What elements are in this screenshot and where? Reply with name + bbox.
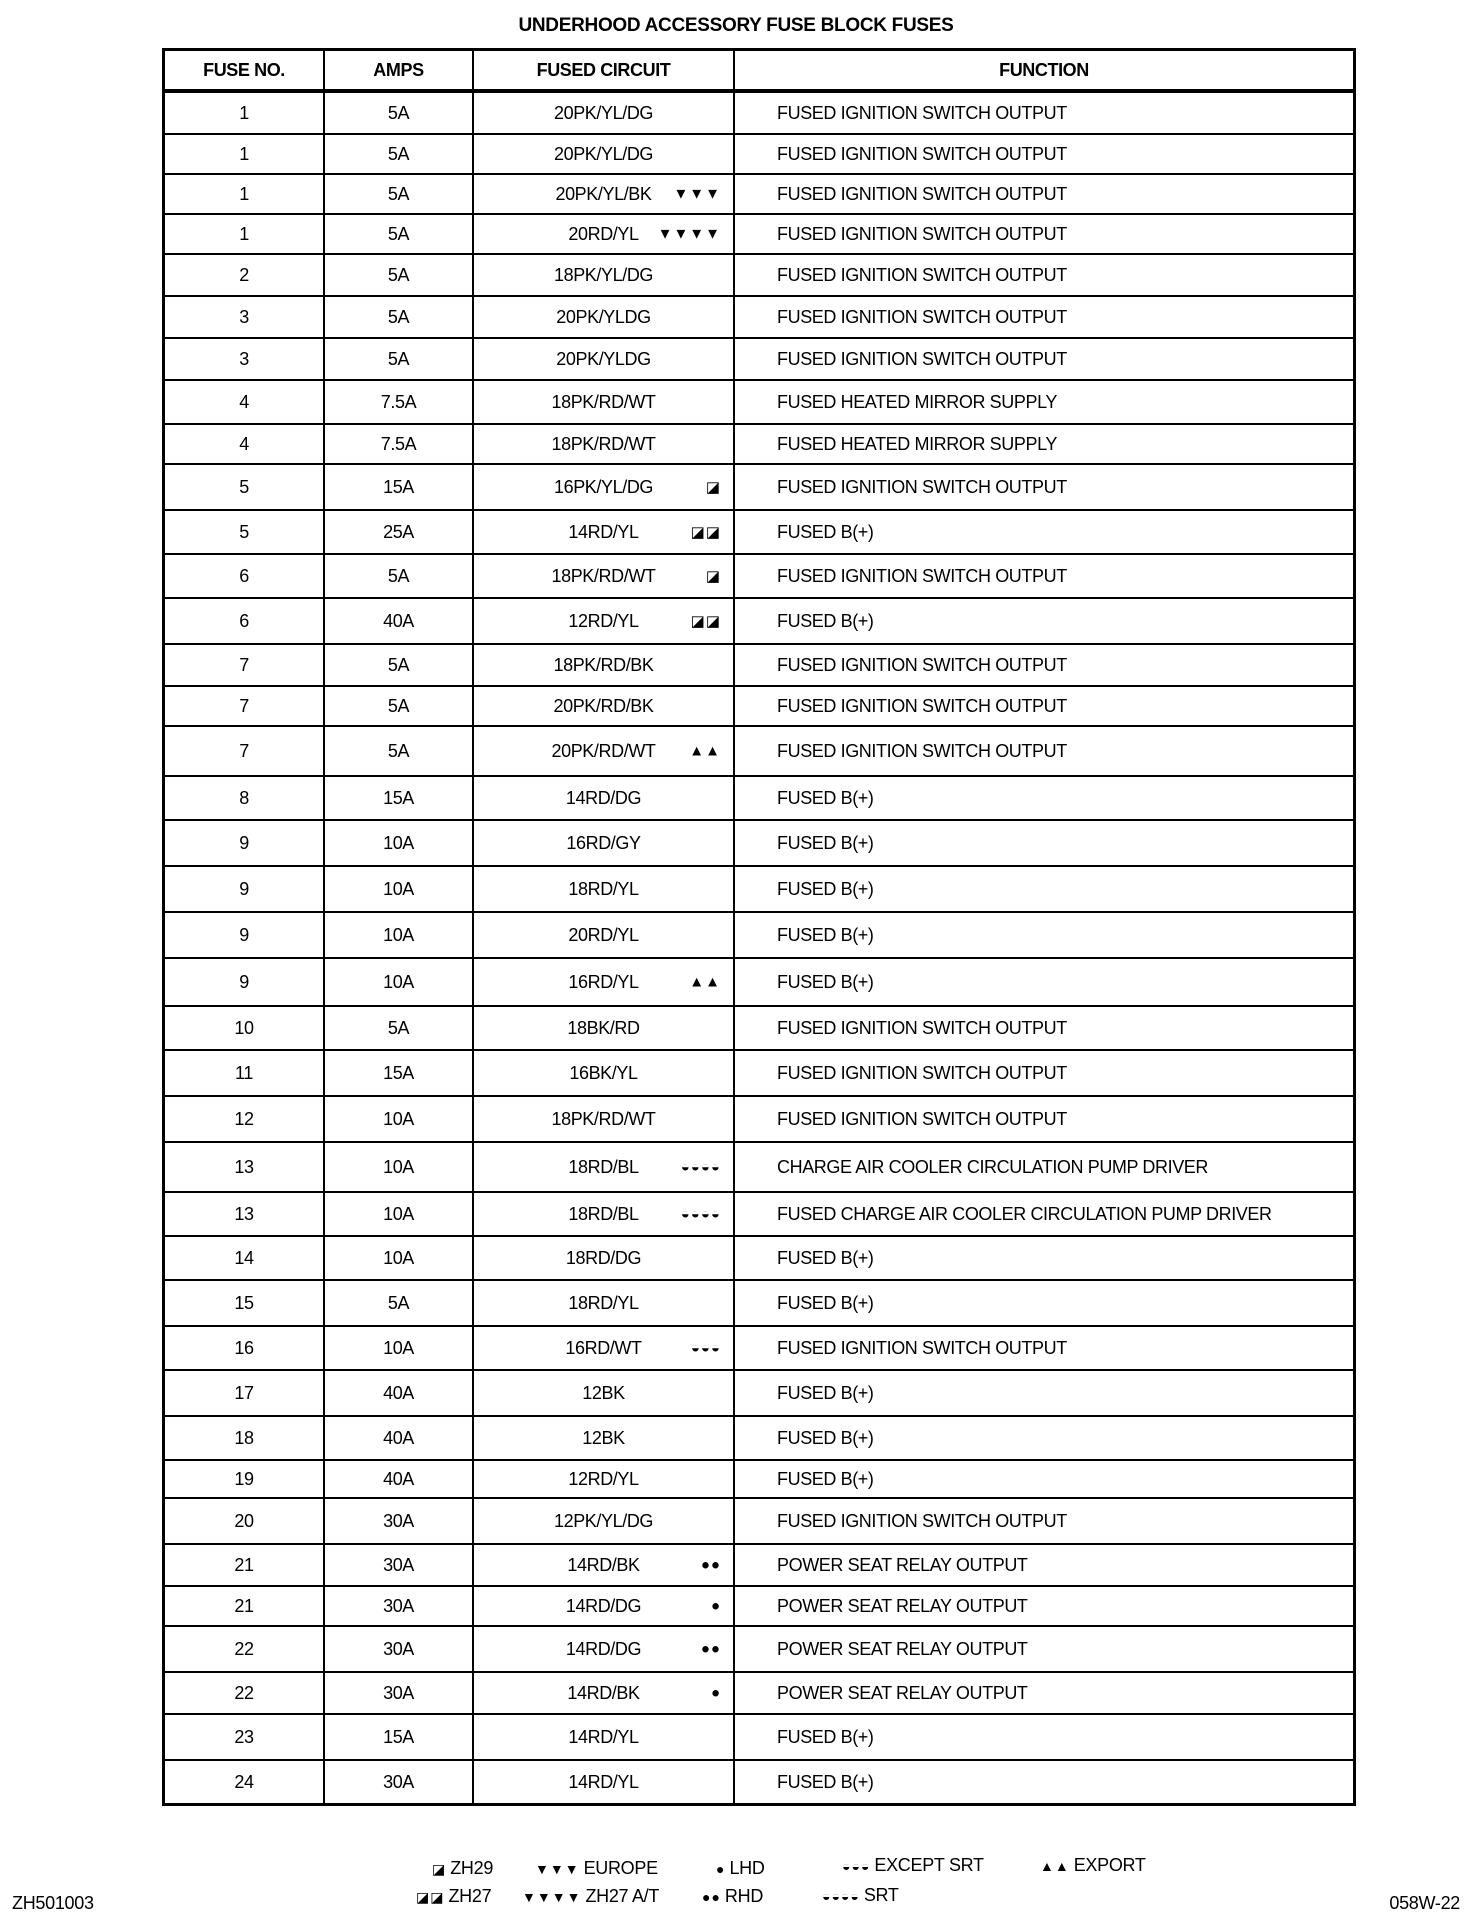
function-cell: FUSED HEATED MIRROR SUPPLY xyxy=(777,391,1057,412)
legend-symbol: ◒◒◒◒ xyxy=(822,1888,860,1904)
table-row xyxy=(165,379,1353,423)
function-cell: FUSED IGNITION SWITCH OUTPUT xyxy=(777,264,1067,285)
circuit-code: 12BK xyxy=(582,1427,625,1448)
table-row xyxy=(165,597,1353,643)
function-cell: FUSED B(+) xyxy=(777,1726,874,1747)
fuse-number-cell: 7 xyxy=(165,727,325,775)
legend-label: LHD xyxy=(729,1858,765,1878)
fuse-number-cell: 19 xyxy=(165,1461,325,1497)
fused-circuit-cell xyxy=(474,381,735,423)
amps-cell: 40A xyxy=(325,1371,474,1415)
fuse-number-cell: 1 xyxy=(165,175,325,213)
fused-circuit-cell xyxy=(474,1627,735,1671)
function-cell: FUSED B(+) xyxy=(777,610,874,631)
figure-code-right: 058W-22 xyxy=(1389,1893,1460,1913)
circuit-code: 14RD/BK xyxy=(567,1682,640,1703)
table-row xyxy=(165,337,1353,379)
amps-cell: 5A xyxy=(325,297,474,337)
table-row xyxy=(165,253,1353,295)
fuse-number-cell: 9 xyxy=(165,959,325,1005)
legend-item-europe xyxy=(535,1858,658,1879)
legend-symbol: ▼▼▼ xyxy=(535,1861,580,1877)
table-row xyxy=(165,1497,1353,1543)
fuse-number-cell: 6 xyxy=(165,555,325,597)
table-row xyxy=(165,1625,1353,1671)
legend-label: EXCEPT SRT xyxy=(874,1855,984,1875)
circuit-code: 18BK/RD xyxy=(567,1017,640,1038)
amps-cell: 10A xyxy=(325,1237,474,1279)
table-row xyxy=(165,173,1353,213)
fused-circuit-cell xyxy=(474,1673,735,1713)
amps-cell: 10A xyxy=(325,913,474,957)
fused-circuit-cell xyxy=(474,1237,735,1279)
function-cell: FUSED IGNITION SWITCH OUTPUT xyxy=(777,306,1067,327)
fused-circuit-cell xyxy=(474,913,735,957)
variant-symbol: ▼▼▼▼ xyxy=(657,225,721,243)
table-row xyxy=(165,775,1353,819)
fuse-number-cell: 11 xyxy=(165,1051,325,1095)
fuse-number-cell: 22 xyxy=(165,1673,325,1713)
function-cell: POWER SEAT RELAY OUTPUT xyxy=(777,1595,1028,1616)
table-row xyxy=(165,1543,1353,1585)
fuse-number-cell: 15 xyxy=(165,1281,325,1325)
fuse-number-cell: 1 xyxy=(165,135,325,173)
fuse-number-cell: 7 xyxy=(165,645,325,685)
table-header-row xyxy=(165,51,1353,91)
table-row xyxy=(165,957,1353,1005)
legend-label: RHD xyxy=(724,1886,764,1906)
circuit-code: 20PK/YLDG xyxy=(556,306,651,327)
fuse-number-cell: 21 xyxy=(165,1545,325,1585)
circuit-code: 14RD/YL xyxy=(568,521,639,542)
amps-cell: 7.5A xyxy=(325,425,474,463)
fused-circuit-cell xyxy=(474,1327,735,1369)
circuit-code: 18PK/RD/WT xyxy=(551,1108,656,1129)
table-row xyxy=(165,553,1353,597)
table-row xyxy=(165,1141,1353,1191)
amps-cell: 10A xyxy=(325,1193,474,1235)
function-cell: FUSED IGNITION SWITCH OUTPUT xyxy=(777,102,1067,123)
table-row xyxy=(165,1585,1353,1625)
circuit-code: 16RD/GY xyxy=(566,832,641,853)
fuse-number-cell: 6 xyxy=(165,599,325,643)
fused-circuit-cell xyxy=(474,465,735,509)
table-row xyxy=(165,133,1353,173)
table-row xyxy=(165,1279,1353,1325)
amps-cell: 5A xyxy=(325,687,474,725)
function-cell: FUSED B(+) xyxy=(777,787,874,808)
amps-cell: 25A xyxy=(325,511,474,553)
function-cell: FUSED B(+) xyxy=(777,1247,874,1268)
legend-item-rhd xyxy=(702,1886,763,1907)
circuit-code: 14RD/DG xyxy=(565,1638,642,1659)
fused-circuit-cell xyxy=(474,339,735,379)
fused-circuit-cell xyxy=(474,555,735,597)
legend-label: ZH29 xyxy=(450,1858,494,1878)
amps-cell: 30A xyxy=(325,1499,474,1543)
variant-symbol: ●● xyxy=(700,1556,721,1574)
header-amps: AMPS xyxy=(325,51,474,89)
legend-symbol: ▲▲ xyxy=(1040,1858,1070,1874)
function-cell: FUSED B(+) xyxy=(777,924,874,945)
header-function: FUNCTION xyxy=(999,59,1089,80)
amps-cell: 15A xyxy=(325,1715,474,1759)
circuit-code: 16PK/YL/DG xyxy=(553,476,654,497)
function-cell: FUSED IGNITION SWITCH OUTPUT xyxy=(777,183,1067,204)
amps-cell: 5A xyxy=(325,175,474,213)
header-fused-circuit: FUSED CIRCUIT xyxy=(474,51,735,89)
fused-circuit-cell xyxy=(474,175,735,213)
amps-cell: 10A xyxy=(325,1143,474,1191)
fuse-number-cell: 18 xyxy=(165,1417,325,1459)
fused-circuit-cell xyxy=(474,867,735,911)
table-row xyxy=(165,643,1353,685)
legend-symbol: ◒◒◒ xyxy=(842,1858,871,1874)
circuit-code: 16RD/YL xyxy=(568,971,639,992)
fused-circuit-cell xyxy=(474,1715,735,1759)
function-cell: FUSED IGNITION SWITCH OUTPUT xyxy=(777,348,1067,369)
amps-cell: 5A xyxy=(325,339,474,379)
fused-circuit-cell xyxy=(474,821,735,865)
variant-symbol: ● xyxy=(710,1597,721,1615)
circuit-code: 12RD/YL xyxy=(568,610,639,631)
table-row xyxy=(165,1713,1353,1759)
function-cell: POWER SEAT RELAY OUTPUT xyxy=(777,1682,1028,1703)
fuse-number-cell: 8 xyxy=(165,777,325,819)
function-cell: FUSED IGNITION SWITCH OUTPUT xyxy=(777,565,1067,586)
amps-cell: 10A xyxy=(325,867,474,911)
figure-code-left: ZH501003 xyxy=(12,1893,94,1913)
fuse-number-cell: 1 xyxy=(165,93,325,133)
fused-circuit-cell xyxy=(474,777,735,819)
legend-item-zh27 xyxy=(416,1886,491,1907)
function-cell: FUSED IGNITION SWITCH OUTPUT xyxy=(777,1510,1067,1531)
circuit-code: 18RD/DG xyxy=(565,1247,642,1268)
circuit-code: 16BK/YL xyxy=(569,1062,638,1083)
function-cell: CHARGE AIR COOLER CIRCULATION PUMP DRIVER xyxy=(777,1156,1209,1177)
legend-item-except-srt xyxy=(842,1855,984,1876)
legend-label: SRT xyxy=(863,1885,899,1905)
fuse-number-cell: 9 xyxy=(165,913,325,957)
table-row xyxy=(165,1369,1353,1415)
amps-cell: 15A xyxy=(325,777,474,819)
table-row xyxy=(165,1049,1353,1095)
legend-label: EUROPE xyxy=(583,1858,658,1878)
fused-circuit-cell xyxy=(474,1417,735,1459)
fuse-number-cell: 7 xyxy=(165,687,325,725)
function-cell: FUSED IGNITION SWITCH OUTPUT xyxy=(777,695,1067,716)
table-row xyxy=(165,1191,1353,1235)
variant-symbol: ▲▲ xyxy=(689,973,721,991)
fused-circuit-cell xyxy=(474,1545,735,1585)
amps-cell: 15A xyxy=(325,465,474,509)
legend-symbol: ▼▼▼▼ xyxy=(522,1889,582,1905)
table-row xyxy=(165,819,1353,865)
table-body xyxy=(165,91,1353,1803)
header-fuse-no: FUSE NO. xyxy=(165,51,325,89)
fused-circuit-cell xyxy=(474,1499,735,1543)
legend-symbol: ◪ xyxy=(432,1861,447,1877)
circuit-code: 14RD/YL xyxy=(568,1771,639,1792)
circuit-code: 14RD/YL xyxy=(568,1726,639,1747)
function-cell: FUSED B(+) xyxy=(777,971,874,992)
function-cell: FUSED B(+) xyxy=(777,1771,874,1792)
function-cell: FUSED IGNITION SWITCH OUTPUT xyxy=(777,654,1067,675)
variant-symbol: ▲▲ xyxy=(689,742,721,760)
function-cell: FUSED CHARGE AIR COOLER CIRCULATION PUMP DRIVER xyxy=(777,1203,1272,1224)
amps-cell: 15A xyxy=(325,1051,474,1095)
fuse-number-cell: 12 xyxy=(165,1097,325,1141)
function-cell: FUSED B(+) xyxy=(777,1382,874,1403)
circuit-code: 18PK/RD/WT xyxy=(551,433,656,454)
fused-circuit-cell xyxy=(474,1371,735,1415)
table-row xyxy=(165,1459,1353,1497)
fused-circuit-cell xyxy=(474,1097,735,1141)
circuit-code: 18PK/RD/WT xyxy=(551,391,656,412)
circuit-code: 16RD/WT xyxy=(565,1337,642,1358)
function-cell: FUSED IGNITION SWITCH OUTPUT xyxy=(777,143,1067,164)
circuit-code: 18RD/BL xyxy=(568,1156,639,1177)
table-row xyxy=(165,509,1353,553)
amps-cell: 30A xyxy=(325,1627,474,1671)
circuit-code: 18PK/YL/DG xyxy=(553,264,654,285)
fuse-number-cell: 17 xyxy=(165,1371,325,1415)
circuit-code: 14RD/DG xyxy=(565,787,642,808)
amps-cell: 40A xyxy=(325,1417,474,1459)
legend-item-srt xyxy=(822,1885,899,1906)
amps-cell: 5A xyxy=(325,93,474,133)
fuse-number-cell: 1 xyxy=(165,215,325,253)
legend-symbol: ●● xyxy=(702,1889,721,1905)
fused-circuit-cell xyxy=(474,1461,735,1497)
function-cell: POWER SEAT RELAY OUTPUT xyxy=(777,1554,1028,1575)
amps-cell: 5A xyxy=(325,645,474,685)
legend-symbol: ● xyxy=(716,1861,726,1877)
table-row xyxy=(165,1759,1353,1803)
fuse-number-cell: 2 xyxy=(165,255,325,295)
fused-circuit-cell xyxy=(474,1281,735,1325)
fused-circuit-cell xyxy=(474,425,735,463)
legend-item-export xyxy=(1040,1855,1146,1876)
variant-symbol: ●● xyxy=(700,1640,721,1658)
amps-cell: 40A xyxy=(325,599,474,643)
amps-cell: 40A xyxy=(325,1461,474,1497)
fuse-number-cell: 22 xyxy=(165,1627,325,1671)
variant-symbol: ● xyxy=(710,1684,721,1702)
circuit-code: 20PK/YL/DG xyxy=(553,143,654,164)
circuit-code: 14RD/BK xyxy=(567,1554,640,1575)
amps-cell: 10A xyxy=(325,1327,474,1369)
amps-cell: 5A xyxy=(325,727,474,775)
amps-cell: 5A xyxy=(325,135,474,173)
circuit-code: 18PK/RD/WT xyxy=(551,565,656,586)
circuit-code: 18RD/YL xyxy=(568,1292,639,1313)
legend-label: ZH27 A/T xyxy=(585,1886,660,1906)
table-row xyxy=(165,295,1353,337)
circuit-code: 20RD/YL xyxy=(568,223,639,244)
fused-circuit-cell xyxy=(474,599,735,643)
table-row xyxy=(165,1095,1353,1141)
fused-circuit-cell xyxy=(474,1761,735,1803)
circuit-code: 14RD/DG xyxy=(565,1595,642,1616)
variant-symbol: ◒◒◒◒ xyxy=(680,1205,721,1223)
fused-circuit-cell xyxy=(474,1007,735,1049)
amps-cell: 10A xyxy=(325,821,474,865)
amps-cell: 5A xyxy=(325,1281,474,1325)
table-row xyxy=(165,1235,1353,1279)
amps-cell: 10A xyxy=(325,1097,474,1141)
circuit-code: 20PK/YL/BK xyxy=(555,183,652,204)
variant-symbol: ◪ xyxy=(705,479,721,496)
function-cell: FUSED B(+) xyxy=(777,1468,874,1489)
function-cell: FUSED IGNITION SWITCH OUTPUT xyxy=(777,476,1067,497)
table-row xyxy=(165,911,1353,957)
fuse-number-cell: 20 xyxy=(165,1499,325,1543)
function-cell: FUSED IGNITION SWITCH OUTPUT xyxy=(777,1062,1067,1083)
function-cell: FUSED IGNITION SWITCH OUTPUT xyxy=(777,1017,1067,1038)
circuit-code: 18RD/YL xyxy=(568,878,639,899)
fuse-number-cell: 9 xyxy=(165,867,325,911)
fuse-number-cell: 21 xyxy=(165,1587,325,1625)
function-cell: FUSED IGNITION SWITCH OUTPUT xyxy=(777,1337,1067,1358)
table-row xyxy=(165,1415,1353,1459)
circuit-code: 18PK/RD/BK xyxy=(553,654,654,675)
fused-circuit-cell xyxy=(474,93,735,133)
circuit-code: 18RD/BL xyxy=(568,1203,639,1224)
fuse-table xyxy=(162,48,1356,1806)
amps-cell: 5A xyxy=(325,215,474,253)
legend-item-zh27-at xyxy=(522,1886,659,1907)
fused-circuit-cell xyxy=(474,1587,735,1625)
fuse-number-cell: 3 xyxy=(165,339,325,379)
table-row xyxy=(165,685,1353,725)
legend-label: ZH27 xyxy=(448,1886,492,1906)
fuse-number-cell: 5 xyxy=(165,511,325,553)
page-title: UNDERHOOD ACCESSORY FUSE BLOCK FUSES xyxy=(518,15,954,36)
variant-symbol: ◪◪ xyxy=(690,524,721,541)
fused-circuit-cell xyxy=(474,215,735,253)
legend-item-lhd xyxy=(716,1858,765,1879)
fused-circuit-cell xyxy=(474,959,735,1005)
circuit-code: 20PK/RD/WT xyxy=(551,740,656,761)
fused-circuit-cell xyxy=(474,1051,735,1095)
fused-circuit-cell xyxy=(474,687,735,725)
fuse-number-cell: 23 xyxy=(165,1715,325,1759)
amps-cell: 5A xyxy=(325,555,474,597)
fuse-number-cell: 14 xyxy=(165,1237,325,1279)
fuse-number-cell: 24 xyxy=(165,1761,325,1803)
fused-circuit-cell xyxy=(474,727,735,775)
fuse-number-cell: 13 xyxy=(165,1143,325,1191)
table-row xyxy=(165,865,1353,911)
function-cell: FUSED B(+) xyxy=(777,1292,874,1313)
amps-cell: 30A xyxy=(325,1545,474,1585)
circuit-code: 20RD/YL xyxy=(568,924,639,945)
table-row xyxy=(165,1005,1353,1049)
amps-cell: 30A xyxy=(325,1587,474,1625)
fuse-number-cell: 5 xyxy=(165,465,325,509)
fuse-number-cell: 4 xyxy=(165,425,325,463)
table-row xyxy=(165,91,1353,133)
fuse-number-cell: 4 xyxy=(165,381,325,423)
variant-symbol: ◒◒◒ xyxy=(690,1339,721,1357)
legend-symbol: ◪◪ xyxy=(416,1889,445,1905)
table-row xyxy=(165,463,1353,509)
legend-label: EXPORT xyxy=(1073,1855,1146,1875)
fuse-number-cell: 3 xyxy=(165,297,325,337)
variant-symbol: ◒◒◒◒ xyxy=(680,1158,721,1176)
amps-cell: 5A xyxy=(325,1007,474,1049)
function-cell: FUSED B(+) xyxy=(777,878,874,899)
table-row xyxy=(165,1325,1353,1369)
function-cell: POWER SEAT RELAY OUTPUT xyxy=(777,1638,1028,1659)
table-row xyxy=(165,423,1353,463)
table-row xyxy=(165,213,1353,253)
circuit-code: 12PK/YL/DG xyxy=(553,1510,654,1531)
table-row xyxy=(165,725,1353,775)
circuit-code: 20PK/YL/DG xyxy=(553,102,654,123)
fused-circuit-cell xyxy=(474,1193,735,1235)
function-cell: FUSED IGNITION SWITCH OUTPUT xyxy=(777,740,1067,761)
fused-circuit-cell xyxy=(474,297,735,337)
circuit-code: 20PK/RD/BK xyxy=(553,695,654,716)
fuse-number-cell: 16 xyxy=(165,1327,325,1369)
circuit-code: 12RD/YL xyxy=(568,1468,639,1489)
circuit-code: 12BK xyxy=(582,1382,625,1403)
fused-circuit-cell xyxy=(474,255,735,295)
function-cell: FUSED B(+) xyxy=(777,832,874,853)
amps-cell: 30A xyxy=(325,1761,474,1803)
function-cell: FUSED B(+) xyxy=(777,521,874,542)
function-cell: FUSED IGNITION SWITCH OUTPUT xyxy=(777,223,1067,244)
fused-circuit-cell xyxy=(474,511,735,553)
fuse-number-cell: 9 xyxy=(165,821,325,865)
amps-cell: 5A xyxy=(325,255,474,295)
fused-circuit-cell xyxy=(474,135,735,173)
amps-cell: 10A xyxy=(325,959,474,1005)
variant-symbol: ◪◪ xyxy=(690,613,721,630)
amps-cell: 30A xyxy=(325,1673,474,1713)
fuse-number-cell: 13 xyxy=(165,1193,325,1235)
circuit-code: 20PK/YLDG xyxy=(556,348,651,369)
function-cell: FUSED IGNITION SWITCH OUTPUT xyxy=(777,1108,1067,1129)
variant-symbol: ◪ xyxy=(705,568,721,585)
function-cell: FUSED HEATED MIRROR SUPPLY xyxy=(777,433,1057,454)
function-cell: FUSED B(+) xyxy=(777,1427,874,1448)
amps-cell: 7.5A xyxy=(325,381,474,423)
variant-symbol: ▼▼▼ xyxy=(673,185,721,203)
fused-circuit-cell xyxy=(474,645,735,685)
legend-item-zh29 xyxy=(432,1858,493,1879)
fused-circuit-cell xyxy=(474,1143,735,1191)
fuse-number-cell: 10 xyxy=(165,1007,325,1049)
table-row xyxy=(165,1671,1353,1713)
